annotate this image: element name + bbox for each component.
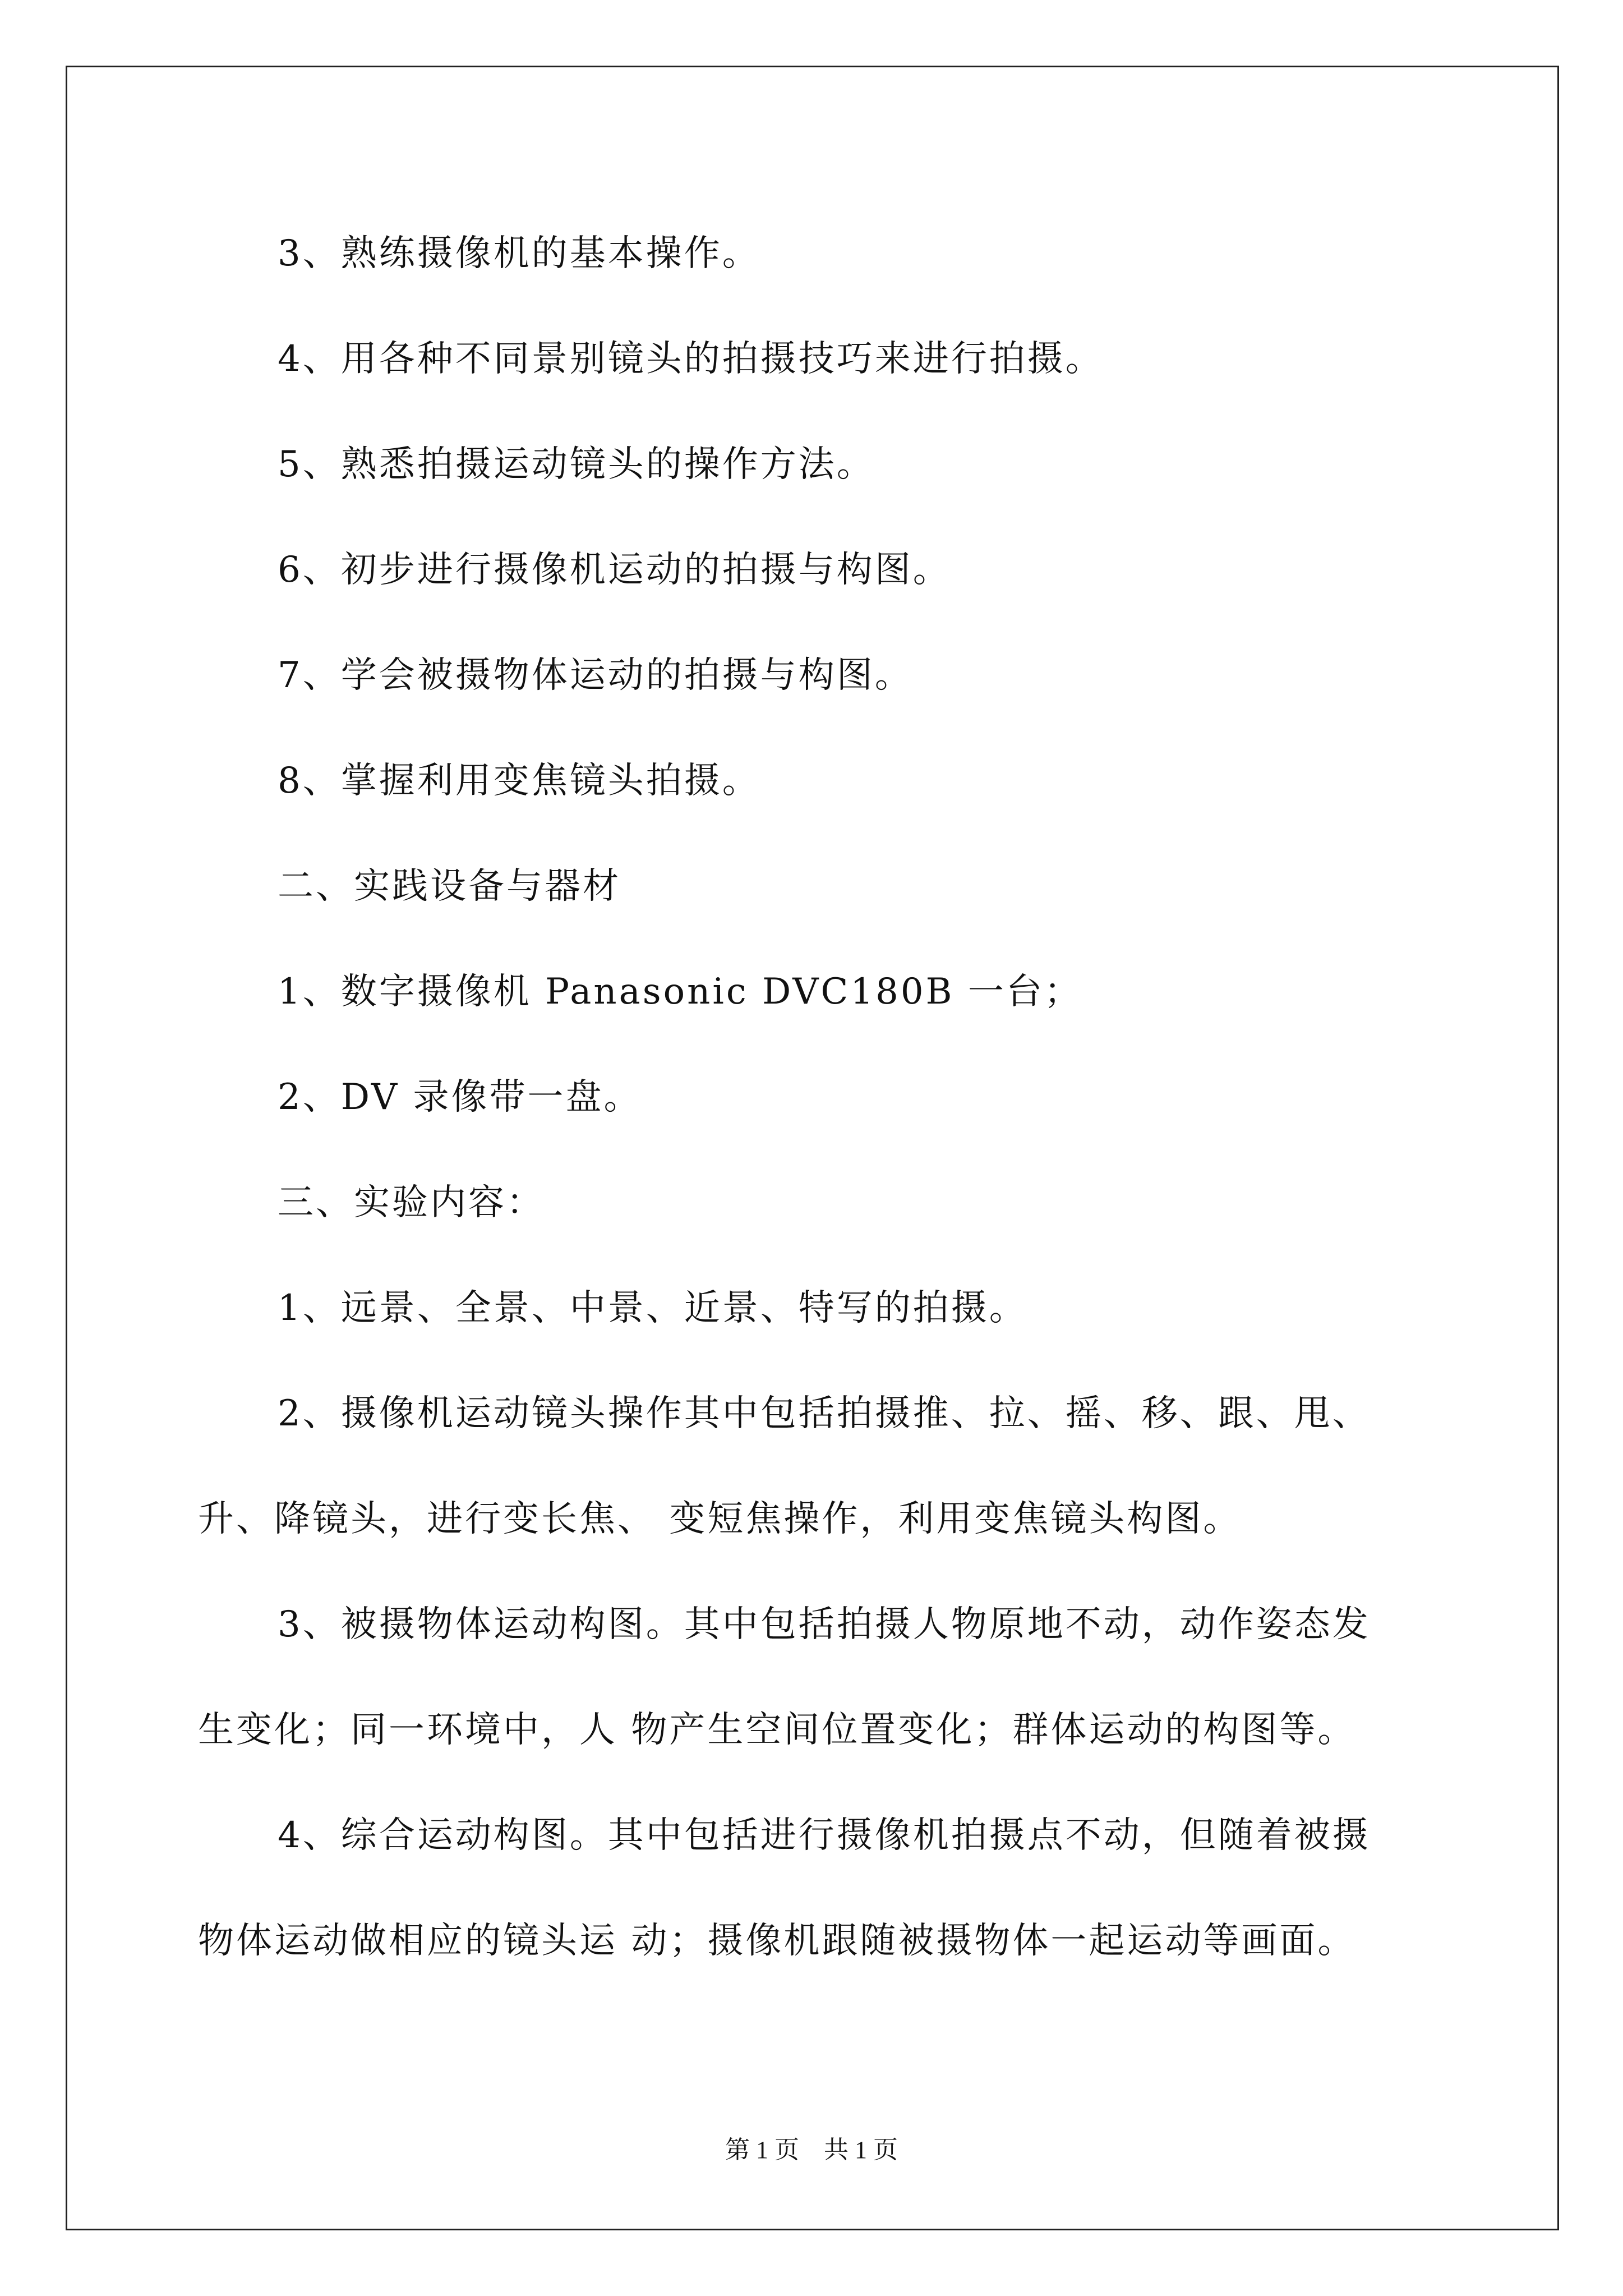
text-line: 生变化；同一环境中，人 物产生空间位置变化；群体运动的构图等。: [198, 1709, 1356, 1751]
section-heading: 三、实验内容：: [278, 1182, 545, 1223]
text-line: 物体运动做相应的镜头运 动；摄像机跟随被摄物体一起运动等画面。: [198, 1920, 1356, 1962]
page-footer: 第 1 页 共 1 页: [725, 2136, 898, 2164]
page-border: [66, 66, 1559, 2230]
text-line: 4、用各种不同景别镜头的拍摄技巧来进行拍摄。: [278, 338, 1104, 380]
text-line: 3、熟练摄像机的基本操作。: [278, 233, 760, 274]
text-line: 2、DV 录像带一盘。: [278, 1076, 642, 1118]
text-line: 2、摄像机运动镜头操作其中包括拍摄推、拉、摇、移、跟、甩、: [278, 1393, 1371, 1434]
text-line: 6、初步进行摄像机运动的拍摄与构图。: [278, 549, 951, 591]
section-heading: 二、实践设备与器材: [278, 866, 621, 907]
text-line: 1、远景、全景、中景、近景、特写的拍摄。: [278, 1287, 1027, 1329]
text-line: 1、数字摄像机 Panasonic DVC180B 一台；: [278, 971, 1082, 1013]
text-line: 7、学会被摄物体运动的拍摄与构图。: [278, 655, 913, 696]
text-line: 3、被摄物体运动构图。其中包括拍摄人物原地不动，动作姿态发: [278, 1604, 1371, 1645]
text-line: 4、综合运动构图。其中包括进行摄像机拍摄点不动，但随着被摄: [278, 1815, 1371, 1856]
text-line: 8、掌握利用变焦镜头拍摄。: [278, 760, 760, 802]
text-line: 升、降镜头，进行变长焦、 变短焦操作，利用变焦镜头构图。: [198, 1498, 1242, 1540]
text-line: 5、熟悉拍摄运动镜头的操作方法。: [278, 444, 875, 485]
